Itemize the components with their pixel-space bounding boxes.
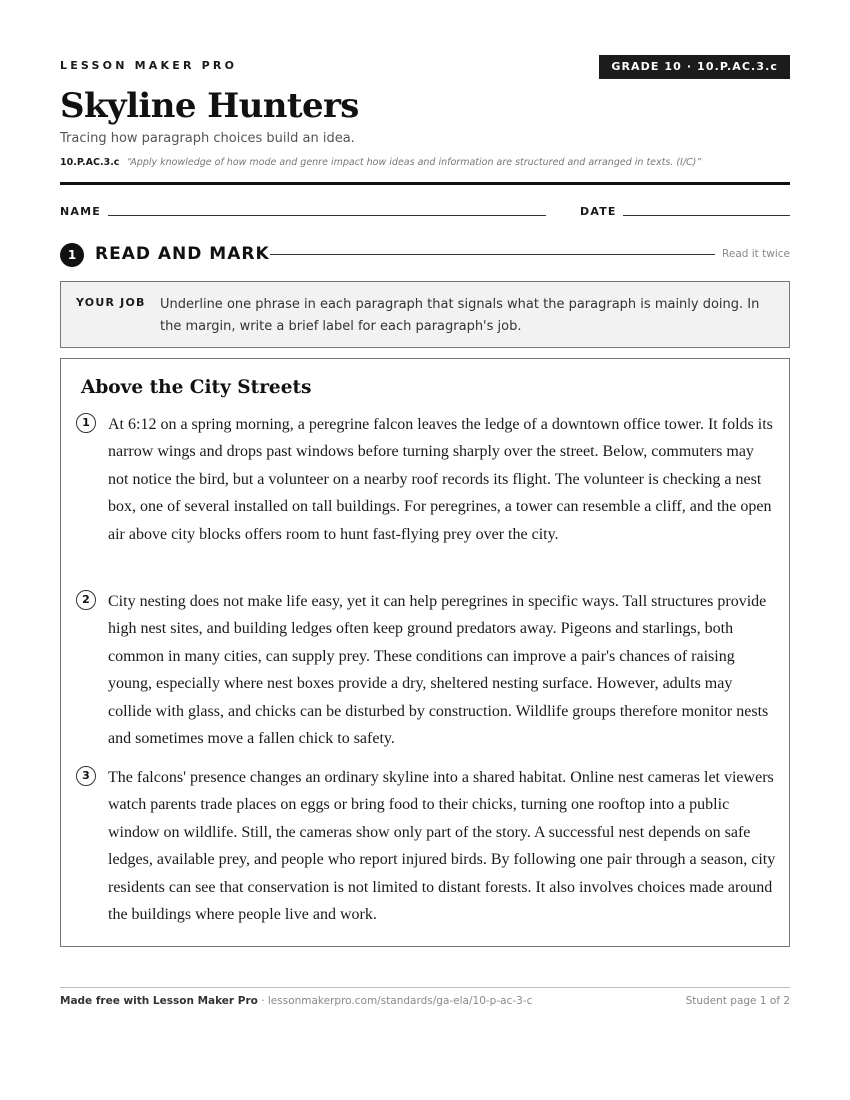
- paragraph-number: 1: [76, 413, 96, 433]
- footer-url[interactable]: lessonmakerpro.com/standards/ga-ela/10-p-ac-3-c: [267, 995, 533, 1007]
- date-label: DATE: [580, 205, 617, 218]
- paragraph-text: City nesting does not make life easy, yet it can help peregrines in specific ways. Tall structures provide high nest sites, and building ledges often keep ground predators away. Pigeons and starlings, both common in many cities, can supply prey. These conditions can improve a pair's chances of raising young, especially where nest boxes provide a dry, sheltered nesting surface. However, adults may collide with glass, and chicks can be disturbed by construction. Wildlife groups therefore monitor nests and sometimes move a fallen chick to safety.: [108, 593, 769, 748]
- paragraph-number: 3: [76, 766, 96, 786]
- job-label: YOUR JOB: [76, 296, 146, 309]
- reading-passage: [60, 358, 790, 947]
- section-header: [60, 243, 790, 267]
- standard-line: [60, 157, 701, 168]
- paragraph-text: The falcons' presence changes an ordinary skyline into a shared habitat. Online nest cameras let viewers watch parents trade places on eggs or bring food to their chicks, turning one rooftop into a public window on wildlife. Still, the cameras show only part of the story. A successful nest depends on safe ledges, available prey, and people who report injured birds. By following one pair through a season, city residents can see that conservation is not limited to distant forests. It also involves choices made around the buildings where people live and work.: [108, 769, 776, 924]
- standard-code: 10.P.AC.3.c: [60, 157, 120, 168]
- section-number: 1: [60, 243, 84, 267]
- page-subtitle: Tracing how paragraph choices build an idea.: [60, 131, 355, 146]
- section-title: READ AND MARK: [95, 244, 270, 264]
- footer-page-number: Student page 1 of 2: [685, 995, 790, 1007]
- standard-text: “Apply knowledge of how mode and genre impact how ideas and information are structured and arranged in texts. (I/C)”: [126, 157, 702, 168]
- footer-divider: [60, 987, 790, 988]
- header-divider: [60, 182, 790, 185]
- worksheet-page: [60, 0, 790, 1100]
- job-instructions-box: [60, 281, 790, 348]
- section-divider: [270, 254, 715, 255]
- grade-badge: GRADE 10 · 10.P.AC.3.c: [599, 55, 790, 79]
- name-label: NAME: [60, 205, 101, 218]
- footer-made-with: Made free with Lesson Maker Pro: [60, 995, 258, 1007]
- paragraph-number: 2: [76, 590, 96, 610]
- brand-name: LESSON MAKER PRO: [60, 59, 238, 72]
- top-bar: [60, 55, 790, 79]
- footer-credit: [60, 995, 532, 1007]
- passage-title: Above the City Streets: [81, 377, 312, 398]
- name-field[interactable]: [108, 215, 546, 216]
- section-note: Read it twice: [722, 248, 790, 260]
- page-title: Skyline Hunters: [60, 86, 359, 126]
- paragraph-text: At 6:12 on a spring morning, a peregrine falcon leaves the ledge of a downtown office tower. It folds its narrow wings and drops past windows before turning sharply over the street. Below, commuters may not notice the bird, but a volunteer on a nearby roof records its flight. The volunteer is checking a nest box, one of several installed on tall buildings. For peregrines, a tower can resemble a cliff, and the open air above city blocks offers room to hunt fast-flying prey over the city.: [108, 416, 773, 543]
- date-field[interactable]: [623, 215, 790, 216]
- footer-separator: ·: [257, 995, 268, 1007]
- job-text: Underline one phrase in each paragraph that signals what the paragraph is mainly doing. In the margin, write a brief label for each paragraph's job.: [160, 297, 760, 334]
